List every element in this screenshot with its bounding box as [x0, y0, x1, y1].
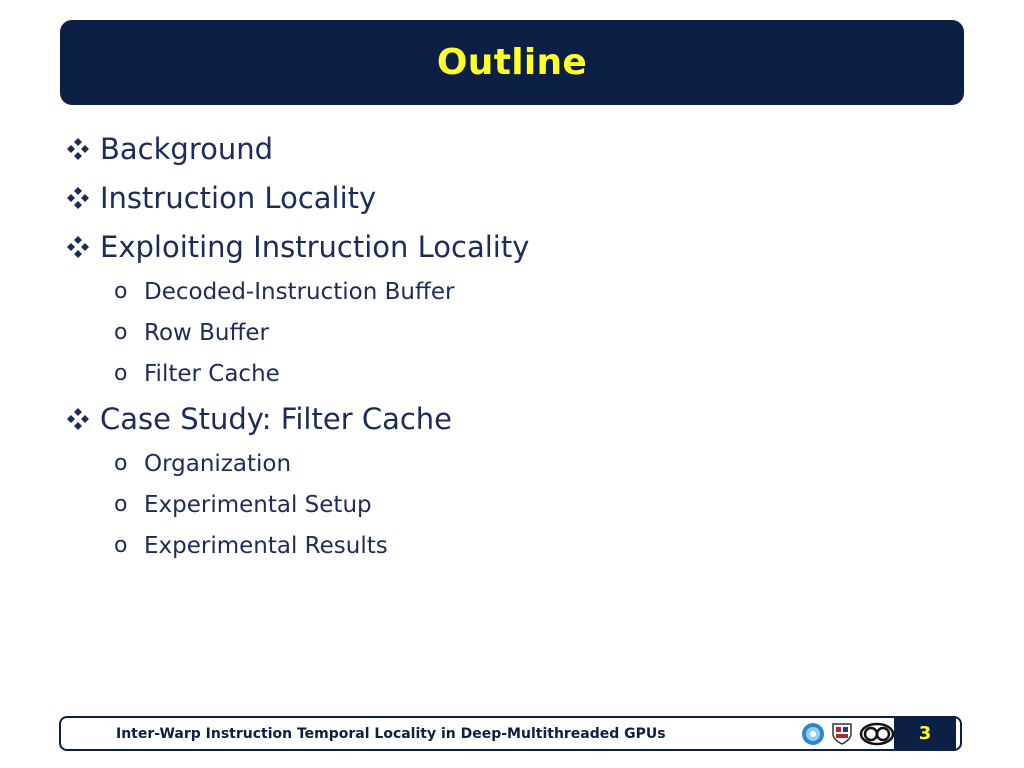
outline-subitem-label: Decoded-Instruction Buffer [144, 278, 455, 305]
footer-title: Inter-Warp Instruction Temporal Locality in Deep-Multithreaded GPUs [116, 726, 666, 742]
outline-item-instruction-locality [64, 173, 529, 222]
university-logo-1-icon [801, 722, 825, 746]
diamond-bullet-icon [64, 184, 92, 212]
diamond-bullet-icon [64, 233, 92, 261]
footer-bar [59, 716, 962, 751]
outline-subitem-label: Experimental Results [144, 532, 388, 559]
outline-item-label: Instruction Locality [100, 180, 377, 215]
outline-item-background [64, 124, 529, 173]
outline-subitem [64, 271, 529, 312]
circle-bullet-icon: o [114, 451, 128, 476]
diamond-bullet-icon [64, 135, 92, 163]
outline-subitem [64, 525, 529, 566]
outline-subitem-label: Row Buffer [144, 319, 269, 346]
lab-logo-icon [859, 722, 895, 746]
diamond-bullet-icon [64, 405, 92, 433]
footer-logos [801, 722, 895, 746]
outline-subitem-label: Filter Cache [144, 360, 280, 387]
page-number: 3 [918, 723, 932, 744]
outline-subitem-label: Organization [144, 450, 292, 477]
slide-title: Outline [436, 42, 588, 83]
circle-bullet-icon: o [114, 533, 128, 558]
title-bar [60, 20, 964, 105]
circle-bullet-icon: o [114, 361, 128, 386]
outline-subitem [64, 353, 529, 394]
outline-item-exploiting-locality [64, 222, 529, 271]
page-number-box [894, 718, 956, 749]
outline-subitem-label: Experimental Setup [144, 491, 372, 518]
university-logo-2-icon [831, 722, 853, 746]
outline-item-label: Exploiting Instruction Locality [100, 229, 530, 264]
outline-list [64, 124, 529, 566]
circle-bullet-icon: o [114, 279, 128, 304]
outline-subitem [64, 484, 529, 525]
outline-item-label: Background [100, 131, 274, 166]
outline-item-label: Case Study: Filter Cache [100, 401, 453, 436]
circle-bullet-icon: o [114, 320, 128, 345]
outline-item-case-study [64, 394, 529, 443]
circle-bullet-icon: o [114, 492, 128, 517]
outline-subitem [64, 443, 529, 484]
outline-subitem [64, 312, 529, 353]
